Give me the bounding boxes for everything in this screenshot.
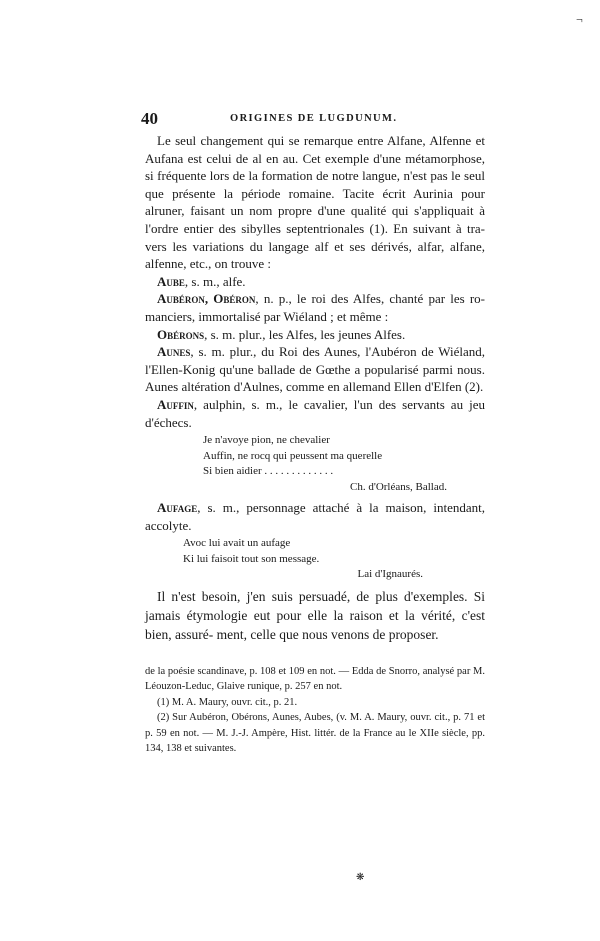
footnote-continuation: de la poésie scandinave, p. 108 et 109 en not. — Edda de Snorro, analysé par M. Léouzon-Leduc, Glaive runique, p. 257 en not. — [145, 665, 485, 693]
page-corner-mark: ¬ — [576, 12, 583, 26]
entry-oberons: Obérons, s. m. plur., les Alfes, les jeunes Alfes. — [157, 326, 406, 342]
entry-auffin: Auffin, aulphin, s. m., le cavalier, l'un des servants au jeu d'échecs. — [145, 396, 485, 430]
running-title: ORIGINES DE LUGDUNUM. — [230, 113, 398, 124]
paragraph-2-wrap — [145, 587, 485, 644]
quote-line: Avoc lui avait un aufage — [183, 537, 291, 550]
entry-auberon: Aubéron, Obéron, n. p., le roi des Alfes, chanté par les ro- manciers, immortalisé par Wiéland ; et même : — [145, 291, 485, 324]
entry-aunes: Aunes, s. m. plur., du Roi des Aunes, l'Aubéron de Wiéland, l'Ellen-Konig qu'une ballade de Gœthe a popularisé parmi nous. Aunes altération d'Aulnes, comme en allemand Ellen d'Elfen (2). — [145, 344, 485, 395]
quote-source: Ch. d'Orléans, Ballad. — [350, 480, 447, 493]
quote-ignaures — [183, 536, 485, 583]
quote-orleans — [203, 433, 485, 495]
quote-line: Si bien aidier . . . . . . . . . . . . . — [203, 465, 334, 478]
quote-line: Je n'avoye pion, ne chevalier — [203, 434, 330, 447]
page-number: 40 — [141, 109, 158, 128]
footnote-1: (1) M. A. Maury, ouvr. cit., p. 21. — [157, 696, 298, 708]
paragraph-1: Le seul changement qui se remarque entre Alfane, Alfenne et Aufana est celui de al en au. Cet exemple d'une métamorphose, si fréquente lors de la formation de notre langue, n'est pas le seul que présente la période romaine. Tacite écrit Aurinia pour alruner, faisant un nom propre d'une qualité qui s'appliquait à l'ordre entier des sibylles septentrionales (1). En suivant à tra- vers les variations du langage alf et ses dérivés, alfar, alfane, alfenne, etc., on trouve : — [145, 133, 485, 272]
entry-aube: Aube, s. m., alfe. — [157, 273, 246, 289]
quote-line: Ki lui faisoit tout son message. — [183, 552, 320, 565]
page-content — [141, 109, 486, 757]
quote-line: Auffin, ne rocq qui peussent ma querelle — [203, 449, 383, 462]
page-header — [141, 109, 485, 132]
footnote-2: (2) Sur Aubéron, Obérons, Aunes, Aubes, (v. M. A. Maury, ouvr. cit., p. 71 et p. 59 en not. — M. J.-J. Ampère, Hist. littér. de la France au le XIIe siècle, pp. 134, 138 et suivantes. — [145, 712, 486, 755]
footnotes — [145, 664, 485, 757]
main-text — [145, 132, 485, 644]
entry-aufage: Aufage, s. m., personnage attaché à la maison, intendant, accolyte. — [145, 500, 485, 533]
paragraph-2: Il n'est besoin, j'en suis persuadé, de plus d'exemples. Si jamais étymologie eut pour elle la raison et la vérité, c'est bien, assuré- ment, celle que nous venons de proposer. — [145, 588, 485, 642]
bottom-ornament: ❋ — [356, 872, 365, 883]
quote-source: Lai d'Ignaurés. — [357, 568, 423, 581]
